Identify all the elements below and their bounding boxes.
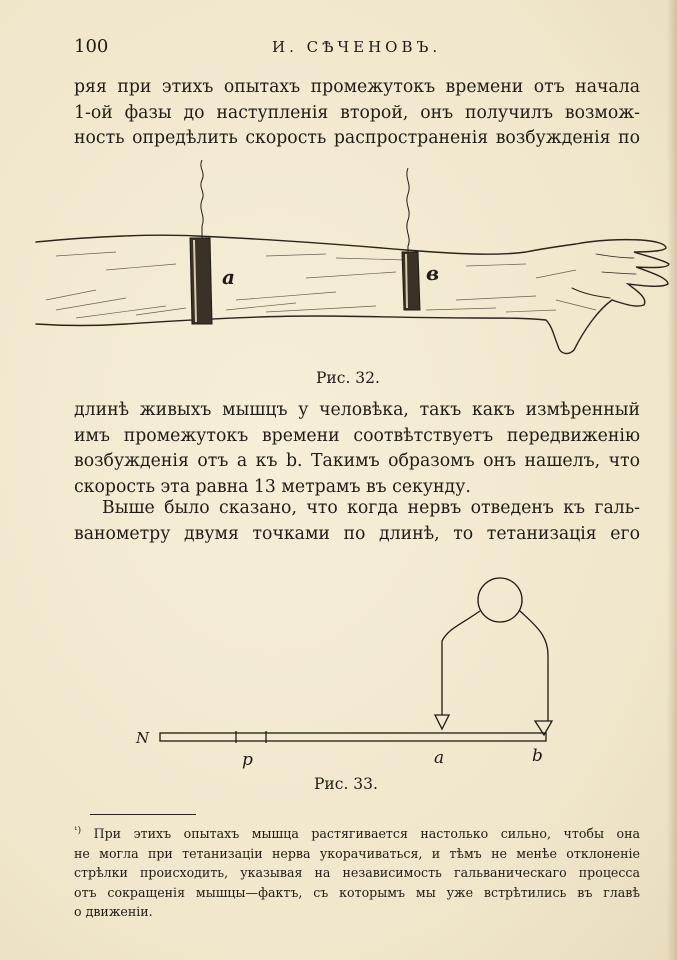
footnote-line-text: При этихъ опытахъ мышца растягивается настолько сильно, чтобы она bbox=[93, 826, 640, 842]
page-number: 100 bbox=[74, 36, 109, 57]
paragraph-1 bbox=[74, 75, 640, 152]
page-header bbox=[74, 36, 644, 60]
electrode-a bbox=[435, 715, 449, 729]
figure-32-label-b: в bbox=[426, 261, 440, 285]
electrode-band-a bbox=[190, 160, 212, 324]
text-line: имъ промежутокъ времени соотвѣтствуетъ передвиженію bbox=[74, 425, 640, 446]
figure-33-label-N: N bbox=[136, 729, 150, 747]
footnote-line: отъ сокращенія мышцы—фактъ, съ которымъ мы уже встрѣтились въ главѣ bbox=[74, 884, 640, 900]
lead-wire-a bbox=[442, 611, 480, 715]
footnote-divider bbox=[90, 814, 196, 815]
paragraph-2 bbox=[74, 398, 640, 500]
text-line: ряя при этихъ опытахъ промежутокъ времени отъ начала bbox=[74, 77, 640, 97]
figure-33-label-b: b bbox=[532, 746, 543, 766]
paragraph-3 bbox=[74, 496, 640, 547]
text-line: ванометру двумя точками по длинѣ, то тетанизація его bbox=[74, 523, 640, 544]
electrode-band-b bbox=[402, 168, 420, 310]
figure-33-caption: Рис. 33. bbox=[314, 775, 378, 793]
footnote bbox=[74, 822, 640, 922]
lead-wire-b bbox=[520, 611, 548, 721]
figure-32-arm-illustration bbox=[36, 160, 676, 365]
figure-33-galvanometer-diagram bbox=[130, 575, 560, 775]
footnote-line: о движеніи. bbox=[74, 904, 153, 920]
nerve-strip bbox=[160, 733, 546, 741]
galvanometer-circle bbox=[478, 578, 522, 622]
figure-33-label-a: a bbox=[434, 748, 445, 768]
text-line: ность опредѣлить скорость распространенія возбужденія по bbox=[74, 128, 640, 148]
footnote-line: стрѣлки происходить, указывая на независимость гальваническаго процесса bbox=[74, 865, 640, 881]
arm-drawing bbox=[36, 235, 669, 353]
footnote-line bbox=[74, 822, 640, 844]
text-line: возбужденія отъ а къ b. Такимъ образомъ онъ нашелъ, что bbox=[74, 451, 640, 471]
text-line: 1-ой фазы до наступленія второй, онъ получилъ возмож- bbox=[74, 102, 640, 123]
arm-shading bbox=[46, 252, 596, 318]
text-line: Выше было сказано, что когда нервъ отведенъ къ галь- bbox=[102, 498, 640, 518]
text-line: длинѣ живыхъ мышцъ у человѣка, такъ какъ измѣренный bbox=[74, 400, 640, 420]
footnote-marker: ¹) bbox=[74, 826, 82, 836]
text-line: скорость эта равна 13 метрамъ въ секунду. bbox=[74, 476, 471, 497]
figure-32-label-a: a bbox=[222, 265, 235, 289]
figure-32-caption: Рис. 32. bbox=[316, 369, 380, 387]
page-edge-shadow bbox=[667, 0, 677, 960]
figure-33-label-p: p bbox=[242, 750, 253, 770]
footnote-line: не могла при тетанизаціи нерва укорачиваться, и тѣмъ не менѣе отклоненіе bbox=[74, 845, 640, 861]
running-head: И. СѢЧЕНОВЪ. bbox=[272, 38, 442, 56]
